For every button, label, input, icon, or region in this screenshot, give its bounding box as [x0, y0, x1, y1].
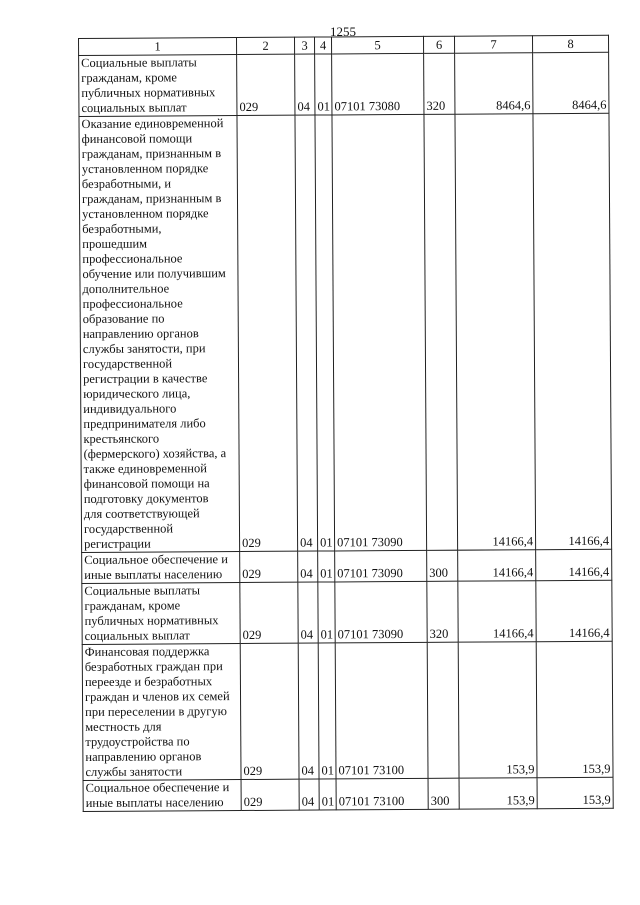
amount-col-8: 153,9 [537, 777, 613, 808]
subsection-code: 01 [319, 779, 336, 810]
section-code: 04 [298, 551, 318, 582]
target-code: 07101 73100 [336, 778, 428, 810]
table-row [82, 549, 612, 583]
target-code: 07101 73080 [332, 53, 424, 115]
row-name: Оказание единовременной финансовой помощи гражданам, признанным в установленном порядке безработными, и гражданам, признанным в установленном порядке безработными, прошедшим профессиональное обучение или получившим дополнительное профессиональное образование по направлению органов службы занятости, при государственной регистрации в качестве юридического лица, индивидуального предпринимателя либо крестьянского (фермерского) хозяйства, а также единовременной финансовой помощи на подготовку документов для соответствующей государственной регистрации [79, 116, 240, 553]
expense-type-code: 320 [424, 53, 455, 114]
amount-col-7: 8464,6 [455, 53, 533, 114]
target-code: 07101 73090 [335, 581, 427, 643]
section-code: 04 [298, 582, 318, 643]
amount-col-7: 14166,4 [458, 581, 536, 642]
ministry-code: 029 [237, 115, 298, 551]
row-name: Финансовая поддержка безработных граждан при переезде и безработных граждан и членов их семей при переселении в другую местность для трудоустройства по направлению органов службы занятости [82, 644, 241, 781]
ministry-code: 029 [241, 779, 299, 810]
subsection-code: 01 [315, 54, 332, 115]
row-name: Социальные выплаты гражданам, кроме публичных нормативных социальных выплат [79, 55, 237, 117]
target-code: 07101 73100 [335, 642, 428, 779]
amount-col-7: 14166,4 [458, 550, 536, 581]
row-name: Социальное обеспечение и иные выплаты населению [82, 552, 240, 584]
ministry-code: 029 [240, 582, 298, 643]
column-header: 7 [454, 36, 532, 53]
target-code: 07101 73090 [332, 114, 427, 551]
amount-col-8: 14166,4 [533, 113, 612, 549]
column-header: 2 [237, 37, 295, 54]
expense-type-code: 300 [427, 550, 458, 581]
column-header: 1 [79, 38, 237, 56]
amount-col-7: 153,9 [458, 642, 537, 778]
table-row [83, 777, 613, 811]
row-name: Социальные выплаты гражданам, кроме публичных нормативных социальных выплат [82, 583, 240, 645]
table-row [79, 113, 612, 552]
amount-col-7: 153,9 [459, 778, 537, 809]
expense-type-code [427, 642, 459, 778]
amount-col-8: 14166,4 [536, 580, 612, 641]
amount-col-8: 153,9 [536, 641, 613, 777]
amount-col-8: 14166,4 [536, 549, 612, 580]
expense-type-code [424, 114, 458, 550]
table-row [82, 641, 613, 780]
subsection-code: 01 [318, 582, 335, 643]
column-header: 8 [532, 35, 608, 52]
row-name: Социальное обеспечение и иные выплаты населению [83, 780, 241, 812]
table-row [79, 52, 609, 116]
target-code: 07101 73090 [335, 550, 427, 582]
table-row [82, 580, 612, 644]
expense-type-code: 300 [428, 778, 459, 809]
page-number: 1255 [330, 24, 356, 39]
ministry-code: 029 [240, 551, 298, 582]
amount-col-7: 14166,4 [455, 114, 536, 550]
section-code: 04 [299, 779, 319, 810]
column-header: 3 [294, 37, 314, 54]
section-code: 04 [298, 643, 319, 779]
expense-type-code: 320 [427, 581, 458, 642]
column-header: 4 [314, 37, 331, 54]
column-header: 6 [423, 36, 454, 53]
subsection-code: 01 [318, 551, 335, 582]
section-code: 04 [295, 54, 315, 115]
column-header: 5 [331, 36, 423, 54]
subsection-code: 01 [315, 115, 335, 551]
ministry-code: 029 [240, 643, 299, 779]
section-code: 04 [295, 115, 318, 551]
subsection-code: 01 [318, 643, 336, 779]
ministry-code: 029 [237, 54, 295, 115]
budget-table [78, 35, 614, 812]
amount-col-8: 8464,6 [533, 52, 609, 113]
